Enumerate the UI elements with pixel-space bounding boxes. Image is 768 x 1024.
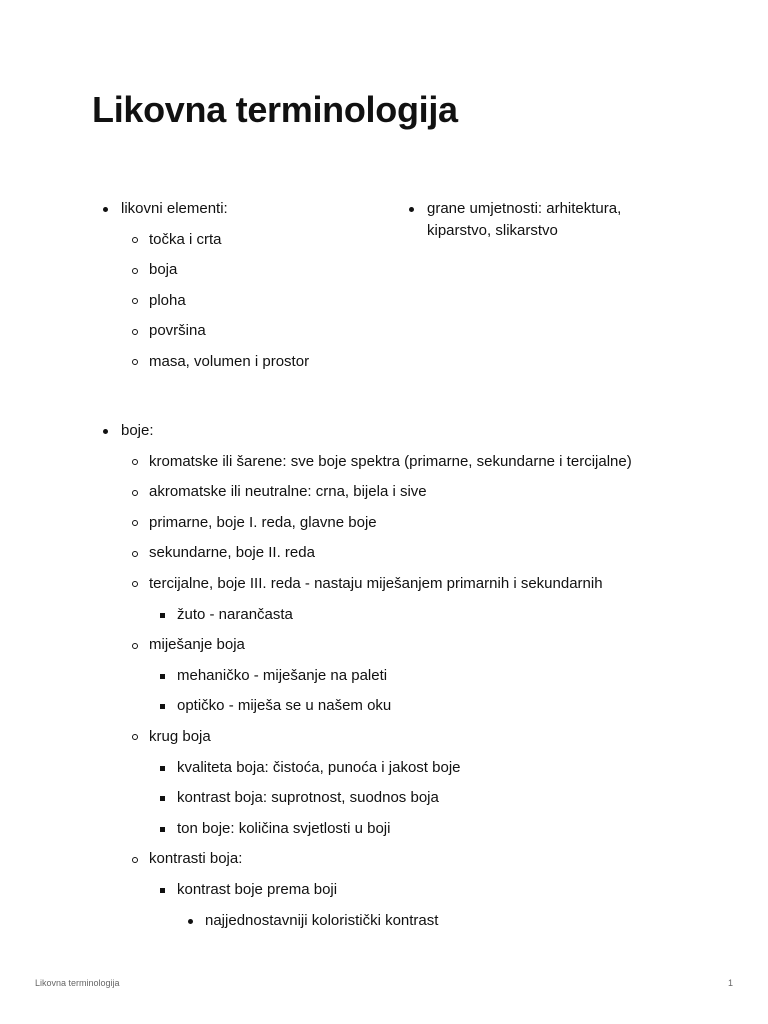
circle-bullet-icon (132, 268, 138, 274)
list-item-label: točka i crta (149, 230, 222, 248)
bullet-icon (103, 429, 108, 434)
list-item-label: kontrasti boja: (149, 850, 243, 868)
circle-bullet-icon (132, 581, 138, 587)
list-item (149, 848, 721, 931)
circle-bullet-icon (132, 551, 138, 557)
grane-umjetnosti-list (427, 198, 667, 251)
list-item (177, 787, 721, 809)
circle-bullet-icon (132, 857, 138, 863)
circle-bullet-icon (132, 298, 138, 304)
square-bullet-icon (160, 827, 165, 832)
bullet-icon (409, 207, 414, 212)
circle-bullet-icon (132, 734, 138, 740)
list-item-label: akromatske ili neutralne: crna, bijela i sive (149, 483, 427, 501)
circle-bullet-icon (132, 237, 138, 243)
list-item (149, 481, 721, 503)
list-item-label: najjednostavniji koloristički kontrast (205, 911, 439, 929)
boje-list (121, 420, 721, 940)
list-item (149, 351, 381, 373)
list-item (177, 757, 721, 779)
list-item-label: mehaničko - miješanje na paleti (177, 666, 388, 684)
square-bullet-icon (160, 766, 165, 771)
list-item (205, 910, 721, 932)
list-item-label: kromatske ili šarene: sve boje spektra (primarne, sekundarne i tercijalne) (149, 452, 632, 470)
list-item-label: ploha (149, 291, 186, 309)
list-item-label: optičko - miješa se u našem oku (177, 697, 392, 715)
page-title: Likovna terminologija (92, 89, 458, 130)
list-item (177, 695, 721, 717)
list-item (149, 259, 381, 281)
list-item (149, 451, 721, 473)
circle-bullet-icon (132, 329, 138, 335)
square-bullet-icon (160, 613, 165, 618)
list-item (121, 198, 381, 373)
circle-bullet-icon (132, 520, 138, 526)
list-item-label: kvaliteta boja: čistoća, punoća i jakost boje (177, 758, 461, 776)
list-item-label: žuto - narančasta (177, 605, 293, 623)
list-item-label: masa, volumen i prostor (149, 352, 310, 370)
footer-document-title: Likovna terminologija (35, 978, 120, 988)
list-item-label: sekundarne, boje II. reda (149, 544, 315, 562)
footer-page-number: 1 (727, 978, 733, 988)
square-bullet-icon (160, 704, 165, 709)
list-item (149, 320, 381, 342)
list-item (149, 573, 721, 626)
list-item-label: ton boje: količina svjetlosti u boji (177, 819, 391, 837)
bullet-icon (103, 207, 108, 212)
list-item-label: tercijalne, boje III. reda - nastaju miješanjem primarnih i sekundarnih (149, 574, 603, 592)
list-item-label: miješanje boja (149, 636, 245, 654)
list-item-label: površina (149, 322, 206, 340)
list-item (149, 542, 721, 564)
list-item-label: boja (149, 261, 178, 279)
list-item (121, 420, 721, 932)
list-item-label: krug boja (149, 727, 211, 745)
list-item (177, 879, 721, 932)
list-item-label: primarne, boje I. reda, glavne boje (149, 513, 377, 531)
list-item (149, 634, 721, 717)
list-item (427, 198, 667, 242)
list-item (149, 726, 721, 840)
list-item (149, 229, 381, 251)
likovni-elementi-list (121, 198, 381, 382)
square-bullet-icon (160, 796, 165, 801)
list-item-label: kontrast boje prema boji (177, 880, 338, 898)
circle-bullet-icon (132, 643, 138, 649)
circle-bullet-icon (132, 359, 138, 365)
list-item-label: boje: (121, 422, 154, 439)
square-bullet-icon (160, 888, 165, 893)
list-item (177, 665, 721, 687)
circle-bullet-icon (132, 459, 138, 465)
list-item (177, 604, 721, 626)
list-item-label: grane umjetnosti: arhitektura, kiparstvo, slikarstvo (427, 200, 622, 239)
list-item-label: kontrast boja: suprotnost, suodnos boja (177, 789, 439, 807)
list-item (177, 818, 721, 840)
bullet-icon (188, 919, 193, 924)
list-item (149, 512, 721, 534)
list-item-label: likovni elementi: (121, 200, 228, 217)
circle-bullet-icon (132, 490, 138, 496)
square-bullet-icon (160, 674, 165, 679)
list-item (149, 290, 381, 312)
